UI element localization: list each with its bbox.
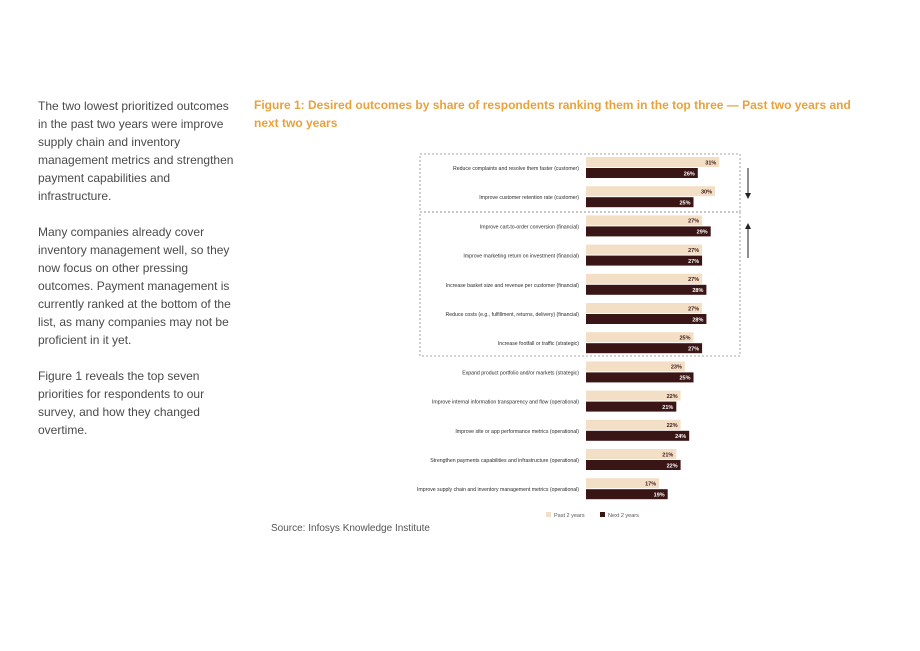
data-label: 22%	[666, 393, 678, 400]
figure-source: Source: Infosys Knowledge Institute	[271, 523, 430, 534]
data-label: 22%	[666, 463, 678, 470]
bar-next	[586, 197, 694, 207]
data-label: 25%	[679, 200, 691, 207]
data-label: 17%	[645, 481, 657, 488]
category-label: Improve supply chain and inventory management metrics (operational)	[416, 487, 579, 494]
data-label: 21%	[662, 452, 674, 459]
category-label: Increase footfall or traffic (strategic)	[497, 341, 579, 348]
bar-past	[586, 332, 694, 342]
bar-next	[586, 226, 711, 236]
data-label: 30%	[700, 189, 712, 196]
data-label: 28%	[692, 288, 704, 295]
legend-swatch-past	[546, 512, 551, 517]
bar-next	[586, 168, 698, 178]
up-arrow-head	[745, 223, 751, 229]
paragraph-3: Figure 1 reveals the top seven priorities for respondents to our survey, and how they changed overtime.	[38, 369, 205, 437]
legend-label-next: Next 2 years	[608, 513, 639, 519]
bar-past	[586, 186, 715, 196]
legend-swatch-next	[600, 512, 605, 517]
bar-next	[586, 314, 706, 324]
data-label: 27%	[688, 247, 700, 254]
bar-next	[586, 256, 702, 266]
data-label: 21%	[662, 404, 674, 411]
category-label: Improve site or app performance metrics (operational)	[455, 428, 579, 435]
data-label: 27%	[688, 277, 700, 284]
data-label: 26%	[683, 171, 695, 178]
bar-past	[586, 245, 702, 255]
paragraph-2: Many companies already cover inventory management well, so they now focus on other pressing outcomes. Payment management is currently ranked at the bottom of the list, as many companies may not be proficient in it yet.	[38, 225, 231, 347]
bar-past	[586, 157, 719, 167]
bar-next	[586, 343, 702, 353]
data-label: 25%	[679, 375, 691, 382]
data-label: 25%	[679, 335, 691, 342]
category-label: Reduce costs (e.g., fulfillment, returns, delivery) (financial)	[445, 312, 579, 318]
data-label: 27%	[688, 346, 700, 353]
category-label: Improve internal information transparency and flow (operational)	[431, 399, 579, 406]
category-label: Improve customer retention rate (customer)	[479, 195, 579, 202]
data-label: 27%	[688, 306, 700, 313]
data-label: 19%	[653, 492, 665, 499]
data-label: 27%	[688, 258, 700, 265]
data-label: 31%	[705, 160, 717, 167]
data-label: 28%	[692, 317, 704, 324]
data-label: 24%	[675, 434, 687, 441]
paragraph-1: The two lowest prioritized outcomes in the past two years were improve supply chain and inventory management metrics and strengthen payment capabilities and infrastructure.	[38, 99, 234, 203]
category-label: Improve cart-to-order conversion (financial)	[479, 224, 579, 231]
down-arrow-head	[745, 193, 751, 199]
category-label: Reduce complaints and resolve them faster (customer)	[453, 166, 579, 172]
bar-next	[586, 372, 694, 382]
legend-label-past: Past 2 years	[554, 513, 585, 519]
category-label: Expand product portfolio and/or markets (strategic)	[462, 370, 579, 377]
figure-title: Figure 1: Desired outcomes by share of respondents ranking them in the top three — Past two years and next two years	[254, 98, 851, 130]
bar-past	[586, 274, 702, 284]
bar-past	[586, 303, 702, 313]
category-label: Strengthen payments capabilities and infrastructure (operational)	[430, 458, 579, 464]
bar-next	[586, 431, 689, 441]
bar-next	[586, 285, 706, 295]
data-label: 22%	[666, 423, 678, 430]
category-label: Increase basket size and revenue per customer (financial)	[445, 282, 579, 289]
category-label: Improve marketing return on investment (financial)	[463, 253, 579, 260]
bar-past	[586, 215, 702, 225]
data-label: 29%	[696, 229, 708, 236]
data-label: 23%	[670, 364, 682, 371]
data-label: 27%	[688, 218, 700, 225]
